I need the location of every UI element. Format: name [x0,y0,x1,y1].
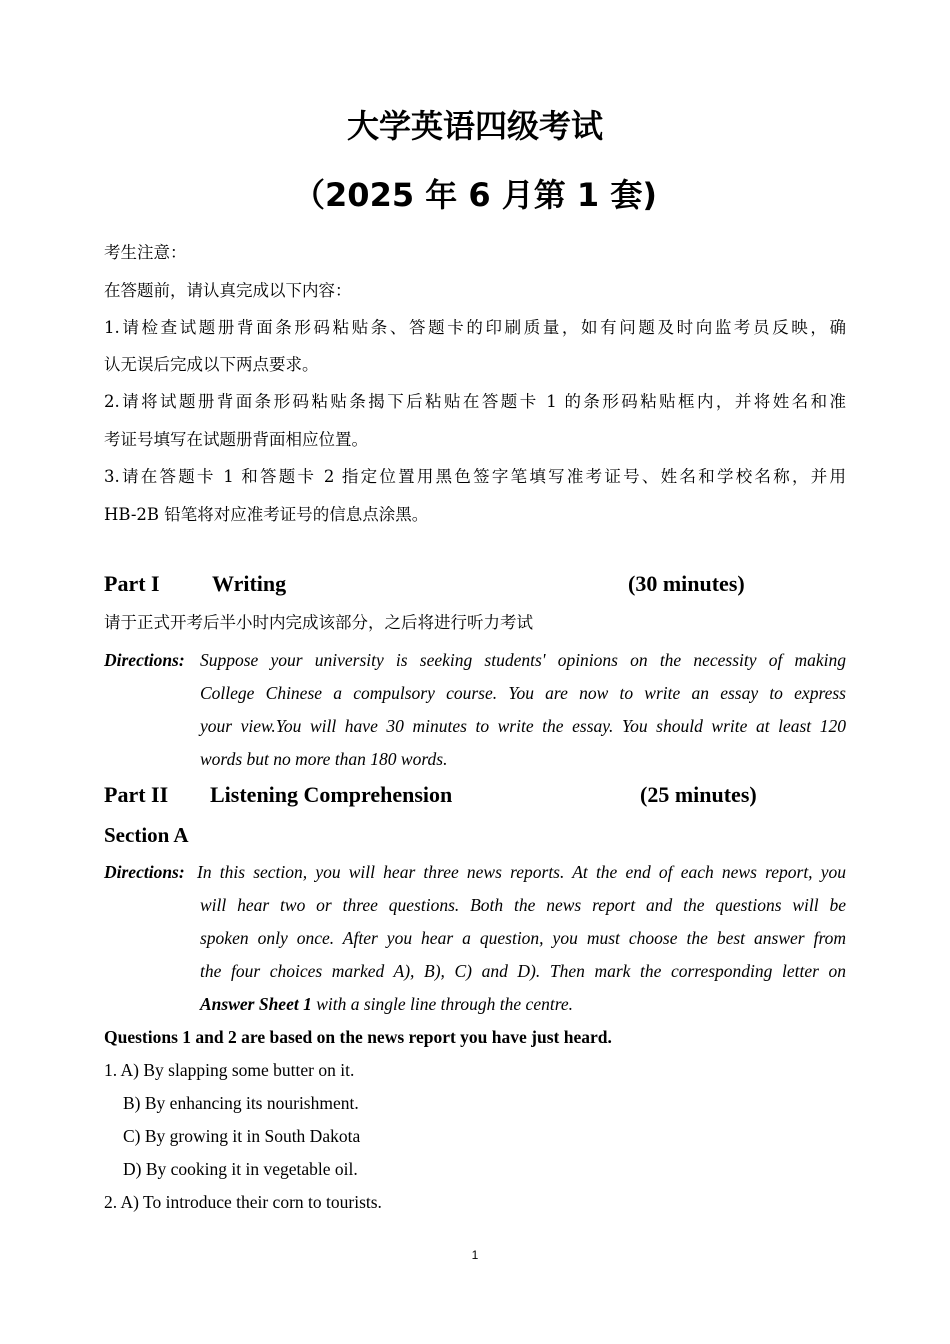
notice-item-2: 2.请将试题册背面条形码粘贴条揭下后粘贴在答题卡 1 的条形码粘贴框内，并将姓名和准 [104,392,846,411]
page-number: 1 [471,1248,479,1262]
notice-item-1-cont: 认无误后完成以下两点要求。 [104,355,319,374]
part1-time: (30 minutes) [628,571,745,596]
part2-directions-line: will hear two or three questions. Both the news report and the questions will be [200,895,846,915]
part1-directions-line: Suppose your university is seeking students' opinions on the necessity of making [200,650,846,670]
q1-option-d: D) By cooking it in vegetable oil. [123,1159,358,1179]
part1-directions-line: words but no more than 180 words. [200,749,448,769]
notice-item-3-cont: HB-2B 铅笔将对应准考证号的信息点涂黑。 [104,505,429,524]
notice-intro: 在答题前，请认真完成以下内容： [104,281,352,300]
part2-name: Listening Comprehension [210,782,453,807]
part1-directions-line: College Chinese a compulsory course. You are now to write an essay to express [200,683,846,703]
part2-directions-last-line [200,992,573,1016]
part1-directions-label: Directions: [104,650,185,670]
part2-label: Part II [104,782,169,807]
q2-option-a: 2. A) To introduce their corn to tourists. [104,1192,382,1212]
q1-option-a: 1. A) By slapping some butter on it. [104,1060,355,1080]
part2-directions-line: spoken only once. After you hear a question, you must choose the best answer from [200,928,846,948]
notice-item-2-cont: 考证号填写在试题册背面相应位置。 [104,430,368,449]
part1-note: 请于正式开考后半小时内完成该部分，之后将进行听力考试 [104,613,533,632]
notice-item-1: 1.请检查试题册背面条形码粘贴条、答题卡的印刷质量，如有问题及时向监考员反映，确 [104,318,846,337]
part1-name: Writing [212,571,287,596]
part2-time: (25 minutes) [640,782,757,807]
part1-label: Part I [104,571,160,596]
notice-item-3: 3.请在答题卡 1 和答题卡 2 指定位置用黑色签字笔填写准考证号、姓名和学校名称，并用 [104,467,846,486]
questions-heading: Questions 1 and 2 are based on the news report you have just heard. [104,1027,612,1047]
notice-label: 考生注意： [104,243,187,262]
part2-directions-line: In this section, you will hear three news reports. At the end of each news report, you [197,862,846,882]
part2-directions-tail: with a single line through the centre. [311,994,573,1014]
part2-directions-label: Directions: [104,862,185,882]
section-a-heading: Section A [104,823,189,847]
answer-sheet-ref: Answer Sheet 1 [200,994,312,1014]
q1-option-b: B) By enhancing its nourishment. [123,1093,359,1113]
exam-subtitle: （2025 年 6 月第 1 套) [293,176,657,214]
exam-title: 大学英语四级考试 [346,107,603,145]
part1-directions-line: your view.You will have 30 minutes to write the essay. You should write at least 120 [200,716,846,736]
part2-directions-line: the four choices marked A), B), C) and D). Then mark the corresponding letter on [200,961,846,981]
q1-option-c: C) By growing it in South Dakota [123,1126,361,1146]
